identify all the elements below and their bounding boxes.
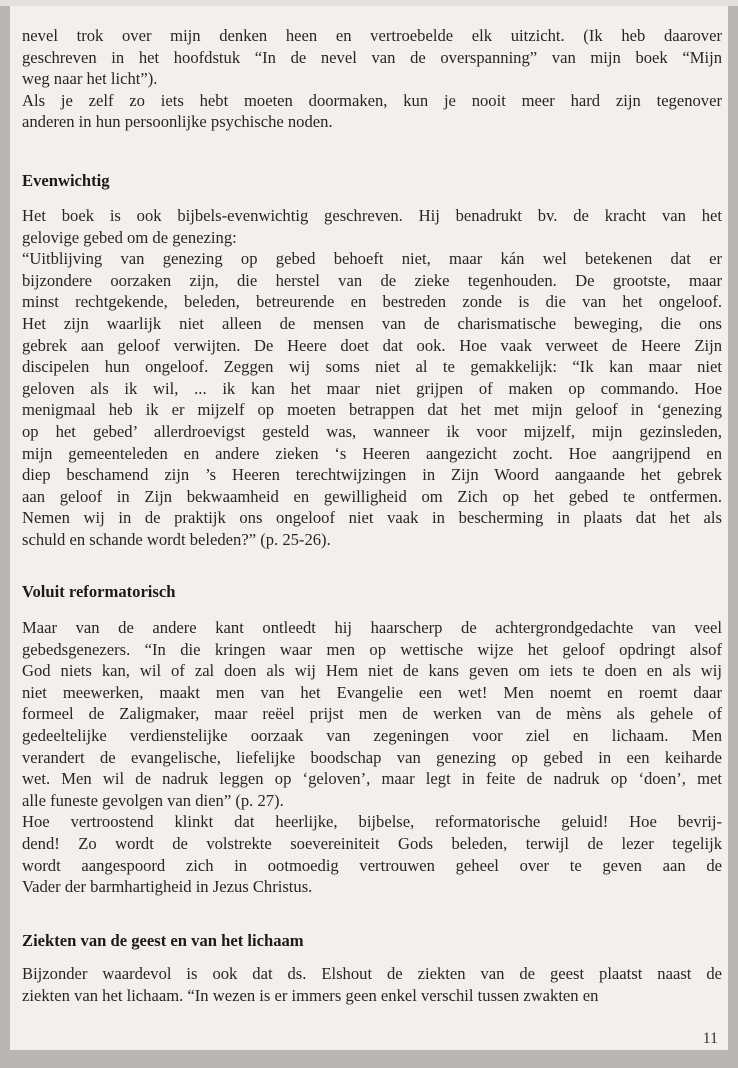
section-heading-evenwichtig: Evenwichtig <box>22 171 110 190</box>
text-line: menigmaal heb ik er mijzelf op moeten betrappen dat het met mijn geloof in ‘genezing <box>22 400 722 420</box>
paragraph <box>22 811 722 897</box>
text-line: wordt aangespoord zich in ootmoedig vertrouwen geheel over te geven aan de <box>22 855 722 875</box>
section-body <box>22 963 722 1006</box>
text-line: gelovige gebed om de genezing: <box>22 227 237 247</box>
text-line: gebrek aan geloof verwijten. De Heere doet dat ook. Hoe vaak verweet de Heere Zijn <box>22 335 722 355</box>
section-body <box>22 25 722 133</box>
text-line: Als je zelf zo iets hebt moeten doormaken, kun je nooit meer hard zijn tegenover <box>22 90 722 110</box>
text-line: bijzondere oorzaken zijn, die herstel van de zieke tegenhouden. De grootste, maar <box>22 270 722 290</box>
text-line: wet. Men wil de nadruk leggen op ‘geloven’, maar legt in feite de nadruk op ‘doen’, met <box>22 769 722 789</box>
text-line: Maar van de andere kant ontleedt hij haarscherp de achtergrondgedachte van veel <box>22 618 722 637</box>
text-line: God niets kan, wil of zal doen als wij Hem niet de kans geven om iets te doen en als wij <box>22 661 722 681</box>
text-line: geloven als ik wil, ... ik kan het maar niet grijpen of maken op commando. Hoe <box>22 378 722 398</box>
section-heading-ziekten-van-de-geest-en-van-het-lichaam: Ziekten van de geest en van het lichaam <box>22 931 304 950</box>
text-line: weg naar het licht”). <box>22 69 158 89</box>
text-line: anderen in hun persoonlijke psychische noden. <box>22 112 333 132</box>
text-line: diep beschamend zijn ’s Heeren terechtwijzingen in Zijn Woord aangaande het gebrek <box>22 465 722 485</box>
text-line: verandert de evangelische, liefelijke boodschap van genezing op gebed in een keiharde <box>22 747 722 767</box>
text-line: niet meewerken, maakt men van het Evangelie een wet! Men noemt en roemt daar <box>22 682 722 702</box>
paragraph <box>22 617 722 811</box>
text-line: Het zijn waarlijk niet alleen de mensen van de charismatische beweging, die ons <box>22 313 722 333</box>
paragraph <box>22 205 722 248</box>
text-line: nevel trok over mijn denken heen en vertroebelde elk uitzicht. (Ik heb daarover <box>22 26 722 45</box>
section-body <box>22 617 722 898</box>
paragraph <box>22 248 722 550</box>
paragraph <box>22 963 722 1006</box>
page-number: 11 <box>702 1030 718 1047</box>
text-line: Het boek is ook bijbels-evenwichtig geschreven. Hij benadrukt bv. de kracht van het <box>22 206 722 225</box>
text-line: Vader der barmhartigheid in Jezus Christus. <box>22 877 313 897</box>
text-line: mijn gemeenteleden en andere zieken ‘s Heeren aangezicht zocht. Hoe aangrijpend en <box>22 443 722 463</box>
section-body <box>22 205 722 551</box>
text-line: aan geloof in Zijn bekwaamheid en gewilligheid om Zich op het gebed te ontfermen. <box>22 486 722 506</box>
text-line: discipelen hun ongeloof. Zeggen wij soms niet al te gemakkelijk: “Ik kan maar niet <box>22 357 722 377</box>
text-line: Nemen wij in de praktijk ons ongeloof niet vaak in bescherming in plaats dat het als <box>22 508 722 528</box>
text-line: minst rechtgekende, beleden, betreurende en bestreden zonde is die van het ongeloof. <box>22 292 722 312</box>
text-line: “Uitblijving van genezing op gebed behoeft niet, maar kán wel betekenen dat er <box>22 249 722 269</box>
text-line: ziekten van het lichaam. “In wezen is er immers geen enkel verschil tussen zwakten en <box>22 985 599 1005</box>
paragraph <box>22 90 722 133</box>
text-line: gebedsgenezers. “In die kringen waar men op wettische wijze het geloof opdringt alsof <box>22 639 722 659</box>
text-line: gedeeltelijke verdienstelijke oorzaak van zegeningen voor ziel en lichaam. Men <box>22 725 722 745</box>
text-line: dend! Zo wordt de volstrekte soevereiniteit Gods beleden, terwijl de lezer tegelijk <box>22 833 722 853</box>
section-heading-voluit-reformatorisch: Voluit reformatorisch <box>22 582 176 601</box>
text-line: alle funeste gevolgen van dien” (p. 27). <box>22 790 284 810</box>
text-line: Bijzonder waardevol is ook dat ds. Elshout de ziekten van de geest plaatst naast de <box>22 964 722 983</box>
text-line: geschreven in het hoofdstuk “In de nevel van de overspanning” van mijn boek “Mijn <box>22 47 722 67</box>
text-line: op het gebed’ allerdroevigst gesteld was, wanneer ik voor mijzelf, mijn gezinsleden, <box>22 421 722 441</box>
text-line: schuld en schande wordt beleden?” (p. 25-26). <box>22 529 331 549</box>
text-line: formeel de Zaligmaker, maar reëel prijst men de werken van de mèns als gehele of <box>22 704 722 724</box>
paragraph <box>22 25 722 90</box>
text-line: Hoe vertroostend klinkt dat heerlijke, bijbelse, reformatorische geluid! Hoe bevrij- <box>22 812 722 832</box>
